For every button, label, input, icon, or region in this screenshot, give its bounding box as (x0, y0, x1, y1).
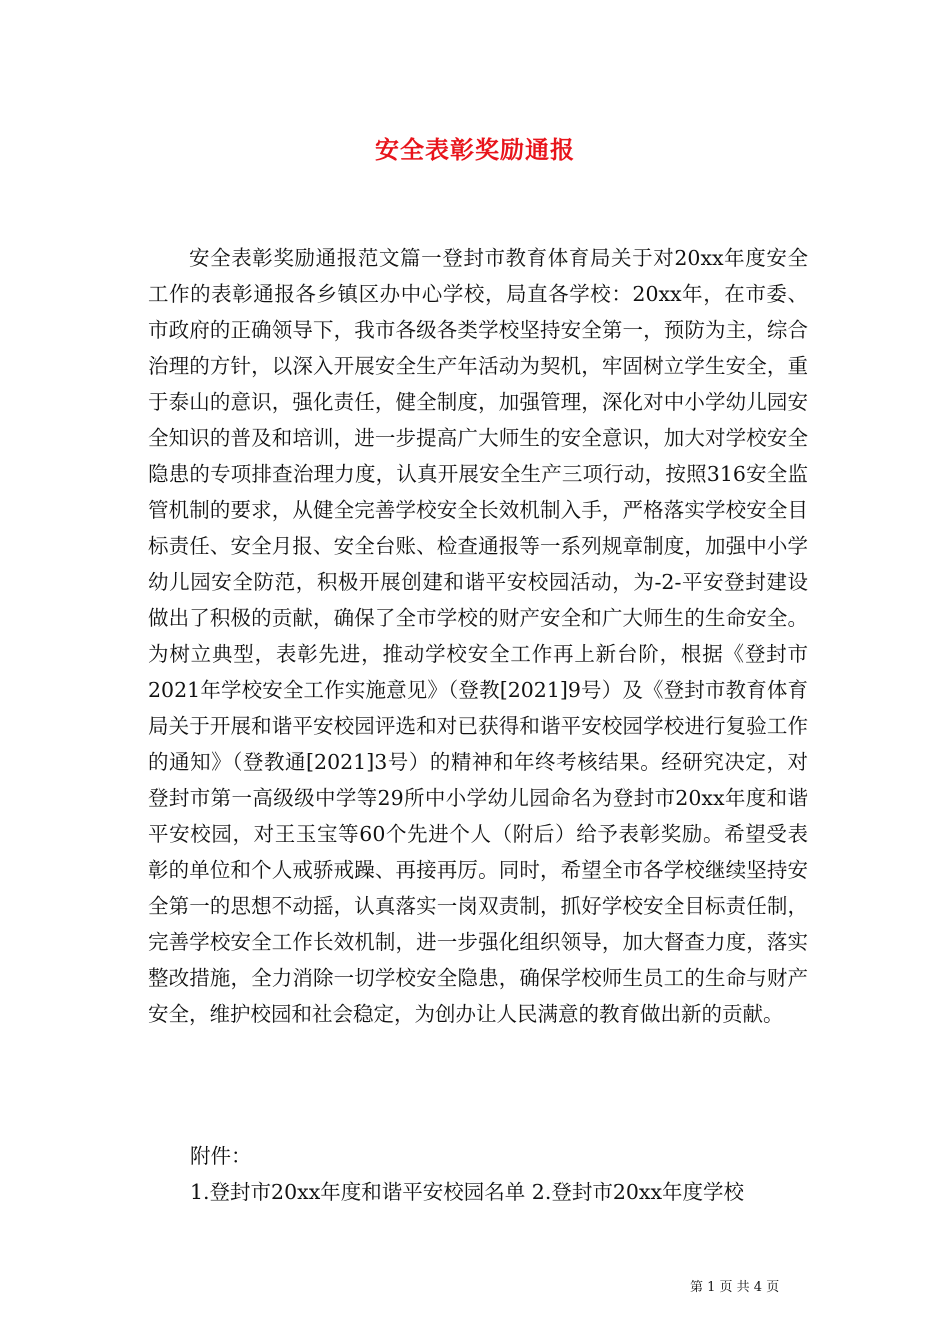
document-body-paragraph: 安全表彰奖励通报范文篇一登封市教育体育局关于对20xx年度安全工作的表彰通报各乡镇区办中心学校，局直各学校：20xx年，在市委、市政府的正确领导下，我市各级各类学校坚持安全第一，预防为主，综合治理的方针，以深入开展安全生产年活动为契机，牢固树立学生安全，重于泰山的意识，强化责任，健全制度，加强管理，深化对中小学幼儿园安全知识的普及和培训，进一步提高广大师生的安全意识，加大对学校安全隐患的专项排查治理力度，认真开展安全生产三项行动，按照316安全监管机制的要求，从健全完善学校安全长效机制入手，严格落实学校安全目标责任、安全月报、安全台账、检查通报等一系列规章制度，加强中小学幼儿园安全防范，积极开展创建和谐平安校园活动，为-2-平安登封建设做出了积极的贡献，确保了全市学校的财产安全和广大师生的生命安全。为树立典型，表彰先进，推动学校安全工作再上新台阶，根据《登封市2021年学校安全工作实施意见》（登教[2021]9号）及《登封市教育体育局关于开展和谐平安校园评选和对已获得和谐平安校园学校进行复验工作的通知》（登教通[2021]3号）的精神和年终考核结果。经研究决定，对登封市第一高级级中学等29所中小学幼儿园命名为登封市20xx年度和谐平安校园，对王玉宝等60个先进个人（附后）给予表彰奖励。希望受表彰的单位和个人戒骄戒躁、再接再厉。同时，希望全市各学校继续坚持安全第一的思想不动摇，认真落实一岗双责制，抓好学校安全目标责任制，完善学校安全工作长效机制，进一步强化组织领导，加大督查力度，落实整改措施，全力消除一切学校安全隐患，确保学校师生员工的生命与财产安全，维护校园和社会稳定，为创办让人民满意的教育做出新的贡献。 (148, 246, 808, 1026)
attachment-list: 1.登封市20xx年度和谐平安校园名单 2.登封市20xx年度学校 (190, 1180, 745, 1204)
page-number-footer: 第 1 页 共 4 页 (690, 1280, 780, 1295)
document-title: 安全表彰奖励通报 (375, 135, 575, 164)
attachment-label: 附件： (190, 1144, 252, 1168)
